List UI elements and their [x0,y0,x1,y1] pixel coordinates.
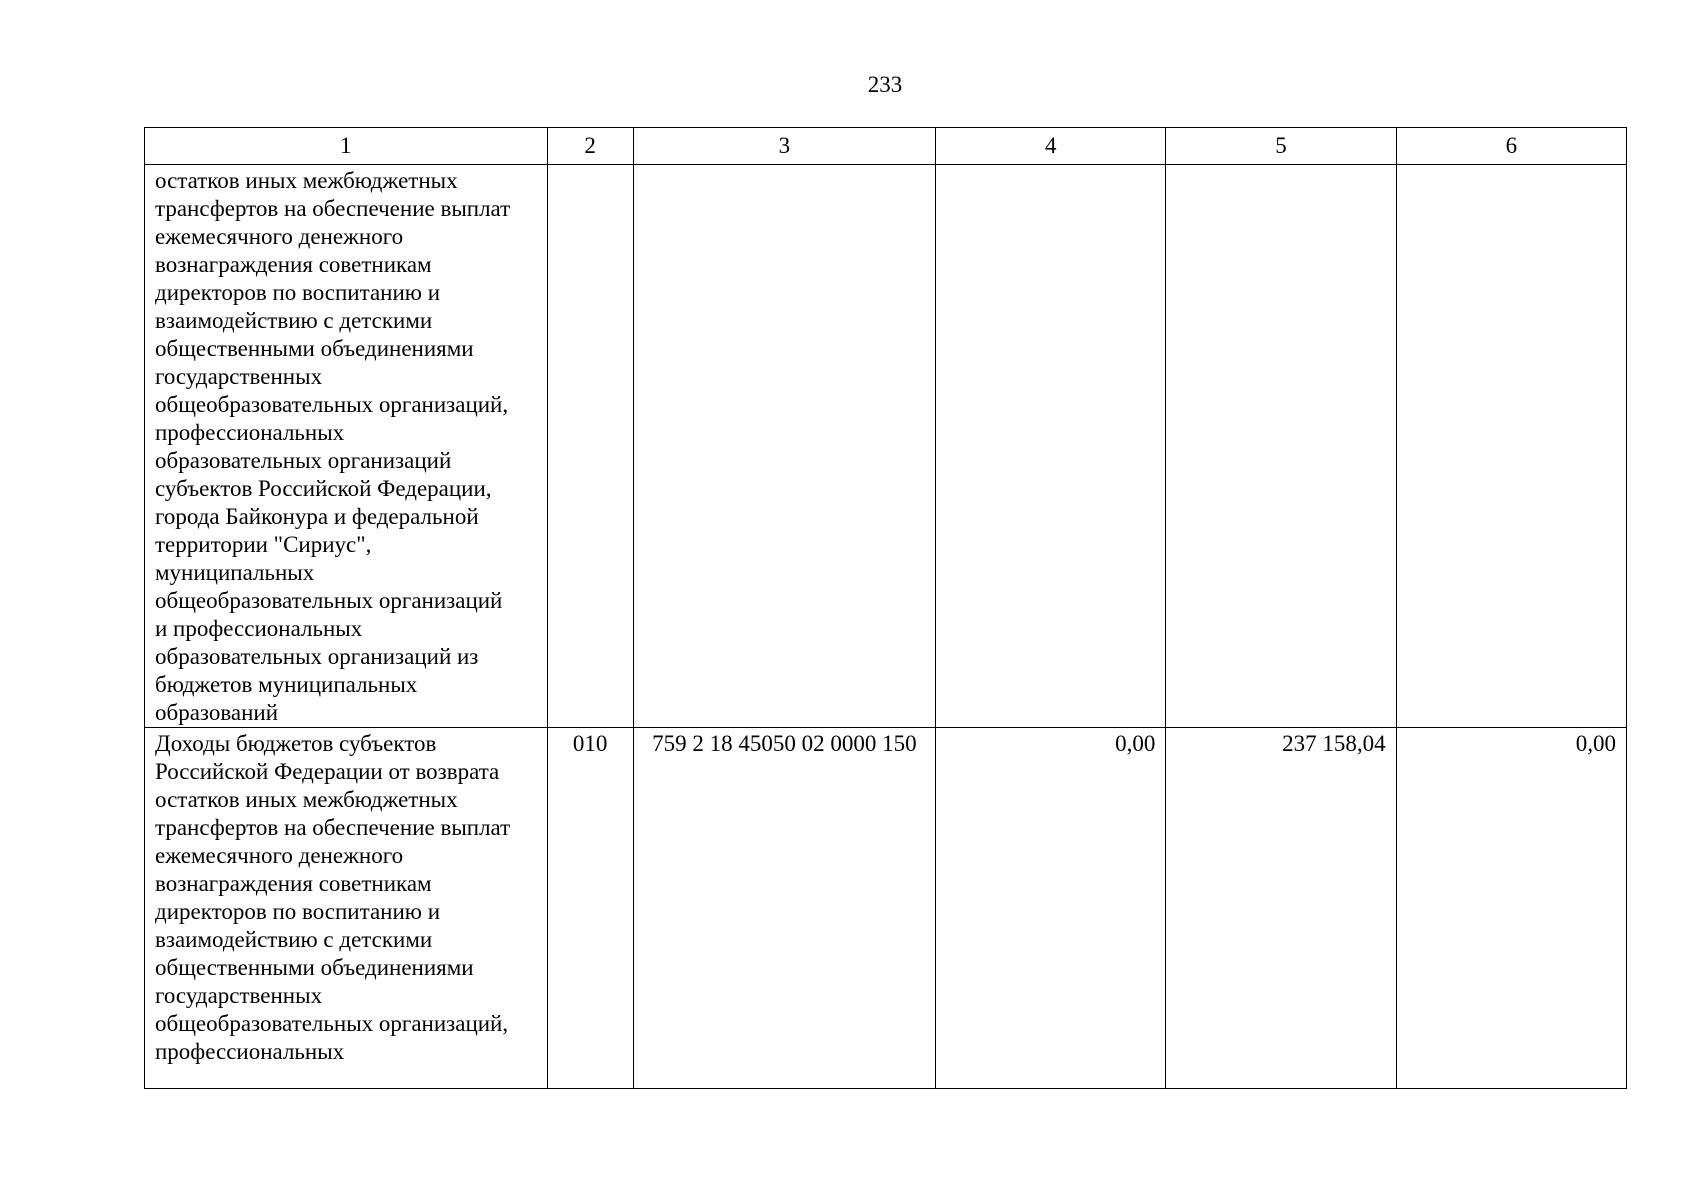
row-description-cell [145,728,548,1089]
row-description-text: Доходы бюджетов субъектов Российской Федерации от возврата остатков иных межбюджетных трансфертов на обеспечение выплат ежемесячного денежного вознаграждения советникам директоров по воспитанию и взаимодействию с детскими общественными объединениями государственных общеобразовательных организаций, профессиональных [155,731,511,1064]
row-description-text: остатков иных межбюджетных трансфертов на обеспечение выплат ежемесячного денежного вознаграждения советникам директоров по воспитанию и взаимодействию с детскими общественными объединениями государственных общеобразовательных организаций, профессиональных образовательных организаций субъектов Российской Федерации, города Байконура и федеральной территории "Сириус", муниципальных общеобразовательных организаций и профессиональных образовательных организаций из бюджетов муниципальных образований [155,168,511,725]
table-row [145,728,1627,1089]
page-number: 233 [867,72,903,97]
column-header-4: 4 [936,128,1166,165]
row-value-col5 [1166,165,1396,728]
column-header-2: 2 [547,128,633,165]
row-value-col4 [936,165,1166,728]
column-header-1: 1 [145,128,548,165]
row-value-col4: 0,00 [936,728,1166,1089]
row-code-cell: 010 [547,728,633,1089]
row-kbk-cell [633,165,935,728]
row-code-cell [547,165,633,728]
row-value-col6: 0,00 [1396,728,1626,1089]
row-description-cell [145,165,548,728]
row-value-col6 [1396,165,1626,728]
table-row [145,165,1627,728]
row-value-col5: 237 158,04 [1166,728,1396,1089]
column-header-5: 5 [1166,128,1396,165]
column-header-3: 3 [633,128,935,165]
column-header-6: 6 [1396,128,1626,165]
table-header-row [145,128,1627,165]
row-kbk-cell: 759 2 18 45050 02 0000 150 [633,728,935,1089]
report-table [144,127,1627,1089]
